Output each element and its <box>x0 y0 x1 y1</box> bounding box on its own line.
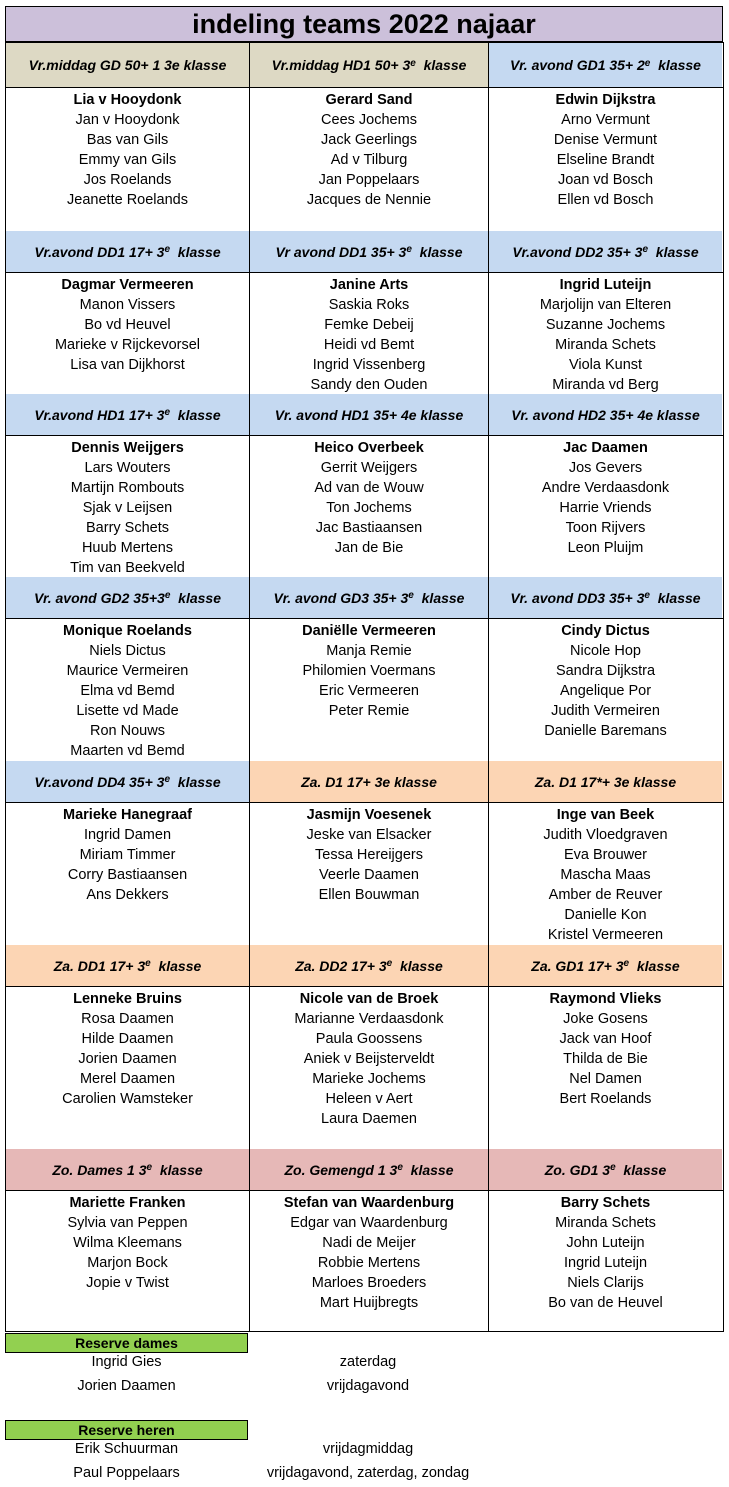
team-member: Ingrid Vissenberg <box>312 357 426 373</box>
team-member: Ingrid Damen <box>83 827 172 843</box>
team-member: Toon Rijvers <box>565 520 646 536</box>
team-member: Nel Damen <box>569 1071 642 1087</box>
team-member: Ad van de Wouw <box>314 480 424 496</box>
team-member: Lars Wouters <box>84 460 171 476</box>
team-roster <box>6 1191 249 1331</box>
team-member: Joke Gosens <box>563 1011 648 1027</box>
team-captain: Heico Overbeek <box>314 440 424 456</box>
team-member: Marjon Bock <box>87 1255 168 1271</box>
team-header-row <box>5 1149 724 1191</box>
team-class-header: Vr. avond GD2 35+3 $^e$ klasse <box>6 577 249 618</box>
team-member: Miranda vd Berg <box>552 377 659 393</box>
team-class-header: Za. D1 17*+ 3e klasse <box>488 761 722 802</box>
team-member: Jack Geerlings <box>321 132 417 148</box>
page-title: indeling teams 2022 najaar <box>5 6 723 42</box>
team-member: Tessa Hereijgers <box>315 847 423 863</box>
team-class-header: Vr.middag HD1 50+ 3 $^e$ klasse <box>249 43 488 87</box>
team-member: Danielle Kon <box>564 907 647 923</box>
team-member: Maurice Vermeiren <box>66 663 189 679</box>
team-member: Huub Mertens <box>81 540 174 556</box>
team-body-row <box>5 273 724 394</box>
team-member: Sylvia van Peppen <box>67 1215 188 1231</box>
team-member: Wilma Kleemans <box>73 1235 182 1251</box>
team-member: Maarten vd Bemd <box>70 743 185 759</box>
team-class-header: Vr avond DD1 35+ 3 $^e$ klasse <box>249 231 488 272</box>
team-group <box>5 945 724 1149</box>
reserve-name: Jorien Daamen <box>77 1378 176 1394</box>
team-member: Rosa Daamen <box>81 1011 174 1027</box>
team-member: Ellen Bouwman <box>318 887 420 903</box>
team-captain: Gerard Sand <box>325 92 413 108</box>
reserve-dames-section <box>5 1333 723 1402</box>
team-captain: Ingrid Luteijn <box>559 277 652 293</box>
team-member: Merel Daamen <box>79 1071 176 1087</box>
team-member: Niels Clarijs <box>567 1275 644 1291</box>
team-member: Carolien Wamsteker <box>62 1091 193 1107</box>
team-captain: Jasmijn Voesenek <box>306 807 432 823</box>
team-member: Jeanette Roelands <box>67 192 188 208</box>
team-member: Arno Vermunt <box>561 112 650 128</box>
team-header-row <box>5 577 724 619</box>
team-roster <box>488 1191 722 1331</box>
team-captain: Raymond Vlieks <box>549 991 662 1007</box>
team-member: Miranda Schets <box>555 337 656 353</box>
team-class-header: Za. D1 17+ 3e klasse <box>249 761 488 802</box>
team-member: Corry Bastiaansen <box>67 867 188 883</box>
team-member: Jopie v Twist <box>86 1275 169 1291</box>
team-member: Judith Vloedgraven <box>543 827 668 843</box>
team-member: Aniek v Beijsterveldt <box>303 1051 435 1067</box>
team-header-row <box>5 42 724 88</box>
grid-bottom-border <box>5 1331 724 1332</box>
team-body-row <box>5 436 724 577</box>
team-member: Bo vd Heuvel <box>84 317 171 333</box>
team-member: Sandy den Ouden <box>310 377 428 393</box>
team-roster <box>6 88 249 231</box>
team-header-row <box>5 761 724 803</box>
team-header-row <box>5 394 724 436</box>
reserve-availability: zaterdag <box>339 1354 397 1370</box>
team-member: Eva Brouwer <box>563 847 647 863</box>
team-member: Marieke Jochems <box>312 1071 426 1087</box>
team-class-header: Vr. avond GD3 35+ 3 $^e$ klasse <box>249 577 488 618</box>
team-roster <box>249 88 488 231</box>
team-captain: Lenneke Bruins <box>73 991 182 1007</box>
team-class-header: Vr.avond DD1 17+ 3 $^e$ klasse <box>6 231 249 272</box>
team-group <box>5 394 724 577</box>
team-member: Bert Roelands <box>559 1091 652 1107</box>
team-roster <box>488 987 722 1149</box>
team-member: Bas van Gils <box>86 132 169 148</box>
team-class-header: Zo. Dames 1 3 $^e$ klasse <box>6 1149 249 1190</box>
team-captain: Monique Roelands <box>63 623 192 639</box>
team-roster <box>249 1191 488 1331</box>
team-member: Nadi de Meijer <box>322 1235 416 1251</box>
team-member: Miriam Timmer <box>79 847 176 863</box>
team-member: Heleen v Aert <box>325 1091 413 1107</box>
team-member: Ton Jochems <box>326 500 412 516</box>
team-captain: Daniëlle Vermeeren <box>302 623 436 639</box>
team-member: Amber de Reuver <box>548 887 663 903</box>
team-group <box>5 761 724 945</box>
team-member: Niels Dictus <box>89 643 166 659</box>
team-member: Andre Verdaasdonk <box>541 480 670 496</box>
team-member: Eric Vermeeren <box>319 683 419 699</box>
team-roster <box>249 619 488 761</box>
team-captain: Lia v Hooydonk <box>73 92 182 108</box>
team-captain: Barry Schets <box>560 1195 651 1211</box>
team-member: Bo van de Heuvel <box>548 1295 663 1311</box>
team-member: Thilda de Bie <box>563 1051 648 1067</box>
team-member: Nicole Hop <box>570 643 641 659</box>
team-member: Marloes Broeders <box>311 1275 427 1291</box>
team-member: Jorien Daamen <box>78 1051 177 1067</box>
team-group <box>5 1149 724 1331</box>
team-member: Jeske van Elsacker <box>306 827 432 843</box>
team-member: Ans Dekkers <box>86 887 169 903</box>
team-class-header: Vr.avond DD2 35+ 3 $^e$ klasse <box>488 231 722 272</box>
team-member: Jac Bastiaansen <box>315 520 423 536</box>
team-class-header: Vr. avond HD1 35+ 4e klasse <box>249 394 488 435</box>
team-roster <box>249 436 488 577</box>
team-roster <box>488 88 722 231</box>
team-member: Viola Kunst <box>568 357 643 373</box>
team-roster <box>249 803 488 945</box>
team-captain: Stefan van Waardenburg <box>283 1195 455 1211</box>
team-member: Mascha Maas <box>560 867 651 883</box>
team-member: Manon Vissers <box>79 297 176 313</box>
team-header-row <box>5 231 724 273</box>
team-roster <box>249 987 488 1149</box>
team-member: Joan vd Bosch <box>557 172 654 188</box>
team-class-header: Vr.avond HD1 17+ 3 $^e$ klasse <box>6 394 249 435</box>
team-member: Leon Pluijm <box>567 540 644 556</box>
team-member: Jan Poppelaars <box>318 172 420 188</box>
team-captain: Edwin Dijkstra <box>555 92 656 108</box>
team-captain: Janine Arts <box>329 277 409 293</box>
team-roster <box>488 273 722 394</box>
team-member: Gerrit Weijgers <box>320 460 418 476</box>
team-member: Jan v Hooydonk <box>75 112 180 128</box>
team-captain: Nicole van de Broek <box>299 991 439 1007</box>
team-member: Suzanne Jochems <box>545 317 666 333</box>
team-class-header: Za. DD2 17+ 3 $^e$ klasse <box>249 945 488 986</box>
team-captain: Mariette Franken <box>69 1195 186 1211</box>
team-member: Mart Huijbregts <box>319 1295 419 1311</box>
team-body-row <box>5 987 724 1149</box>
team-class-header: Za. GD1 17+ 3 $^e$ klasse <box>488 945 722 986</box>
team-roster <box>6 803 249 945</box>
team-member: Cees Jochems <box>321 112 417 128</box>
reserve-availability: vrijdagmiddag <box>322 1441 414 1457</box>
team-class-header: Za. DD1 17+ 3 $^e$ klasse <box>6 945 249 986</box>
team-member: Ron Nouws <box>90 723 165 739</box>
team-captain: Dagmar Vermeeren <box>61 277 194 293</box>
team-member: Jos Roelands <box>83 172 172 188</box>
team-body-row <box>5 803 724 945</box>
team-member: Judith Vermeiren <box>551 703 660 719</box>
team-member: Elseline Brandt <box>556 152 655 168</box>
team-captain: Jac Daamen <box>563 440 648 456</box>
team-member: Kristel Vermeeren <box>547 927 664 943</box>
reserve-name: Ingrid Gies <box>91 1354 162 1370</box>
reserve-entry <box>5 1465 723 1485</box>
team-member: Sjak v Leijsen <box>82 500 173 516</box>
team-captain: Cindy Dictus <box>561 623 650 639</box>
reserve-heren-header: Reserve heren <box>5 1420 248 1440</box>
team-class-header: Vr. avond GD1 35+ 2 $^e$ klasse <box>488 43 722 87</box>
team-roster <box>488 803 722 945</box>
team-member: Hilde Daamen <box>81 1031 174 1047</box>
team-member: Elma vd Bemd <box>80 683 175 699</box>
team-body-row <box>5 619 724 761</box>
team-class-header: Vr. avond HD2 35+ 4e klasse <box>488 394 722 435</box>
team-captain: Marieke Hanegraaf <box>63 807 192 823</box>
team-member: Denise Vermunt <box>553 132 658 148</box>
team-roster <box>6 436 249 577</box>
team-class-header: Vr.middag GD 50+ 1 3e klasse <box>6 43 249 87</box>
team-member: Heidi vd Bemt <box>323 337 415 353</box>
team-member: Philomien Voermans <box>302 663 436 679</box>
team-member: Harrie Vriends <box>559 500 652 516</box>
team-body-row <box>5 88 724 231</box>
team-roster <box>6 987 249 1149</box>
team-member: Barry Schets <box>86 520 169 536</box>
team-member: Jack van Hoof <box>559 1031 652 1047</box>
reserve-entry <box>5 1354 723 1378</box>
team-group <box>5 42 724 231</box>
team-roster <box>488 436 722 577</box>
team-member: Laura Daemen <box>321 1111 417 1127</box>
team-member: Femke Debeij <box>324 317 414 333</box>
team-roster <box>6 619 249 761</box>
reserve-heren-section <box>5 1420 723 1485</box>
team-member: Jacques de Nennie <box>306 192 432 208</box>
reserve-name: Paul Poppelaars <box>73 1465 180 1481</box>
team-member: Paula Goossens <box>315 1031 423 1047</box>
team-member: Veerle Daamen <box>319 867 419 883</box>
team-member: Peter Remie <box>328 703 410 719</box>
team-member: Danielle Baremans <box>544 723 667 739</box>
team-captain: Dennis Weijgers <box>71 440 184 456</box>
team-member: Saskia Roks <box>328 297 410 313</box>
team-member: Ingrid Luteijn <box>563 1255 648 1271</box>
reserve-name: Erik Schuurman <box>74 1441 179 1457</box>
team-member: Ad v Tilburg <box>330 152 408 168</box>
team-class-header: Zo. GD1 3 $^e$ klasse <box>488 1149 722 1190</box>
reserve-entry <box>5 1378 723 1402</box>
team-member: Robbie Mertens <box>317 1255 421 1271</box>
team-roster <box>249 273 488 394</box>
team-roster <box>488 619 722 761</box>
reserve-availability: vrijdagavond, zaterdag, zondag <box>266 1465 470 1481</box>
team-member: Edgar van Waardenburg <box>290 1215 448 1231</box>
team-captain: Inge van Beek <box>556 807 655 823</box>
reserve-entry <box>5 1441 723 1465</box>
team-member: Marieke v Rijckevorsel <box>54 337 201 353</box>
team-group <box>5 577 724 761</box>
team-member: Sandra Dijkstra <box>555 663 656 679</box>
reserve-dames-header: Reserve dames <box>5 1333 248 1353</box>
team-class-header: Zo. Gemengd 1 3 $^e$ klasse <box>249 1149 488 1190</box>
team-body-row <box>5 1191 724 1331</box>
team-class-header: Vr.avond DD4 35+ 3 $^e$ klasse <box>6 761 249 802</box>
team-member: John Luteijn <box>566 1235 645 1251</box>
team-member: Tim van Beekveld <box>70 560 185 576</box>
team-member: Jan de Bie <box>334 540 404 556</box>
team-member: Lisa van Dijkhorst <box>70 357 185 373</box>
team-class-header: Vr. avond DD3 35+ 3 $^e$ klasse <box>488 577 722 618</box>
team-member: Emmy van Gils <box>78 152 177 168</box>
team-group <box>5 231 724 394</box>
team-roster <box>6 273 249 394</box>
team-member: Ellen vd Bosch <box>557 192 654 208</box>
teams-grid <box>5 42 724 1332</box>
team-member: Miranda Schets <box>555 1215 656 1231</box>
team-member: Jos Gevers <box>568 460 643 476</box>
team-member: Lisette vd Made <box>76 703 179 719</box>
team-member: Martijn Rombouts <box>70 480 185 496</box>
team-header-row <box>5 945 724 987</box>
team-member: Marjolijn van Elteren <box>539 297 672 313</box>
team-member: Marianne Verdaasdonk <box>294 1011 444 1027</box>
reserve-availability: vrijdagavond <box>326 1378 410 1394</box>
team-member: Angelique Por <box>559 683 652 699</box>
team-member: Manja Remie <box>326 643 412 659</box>
